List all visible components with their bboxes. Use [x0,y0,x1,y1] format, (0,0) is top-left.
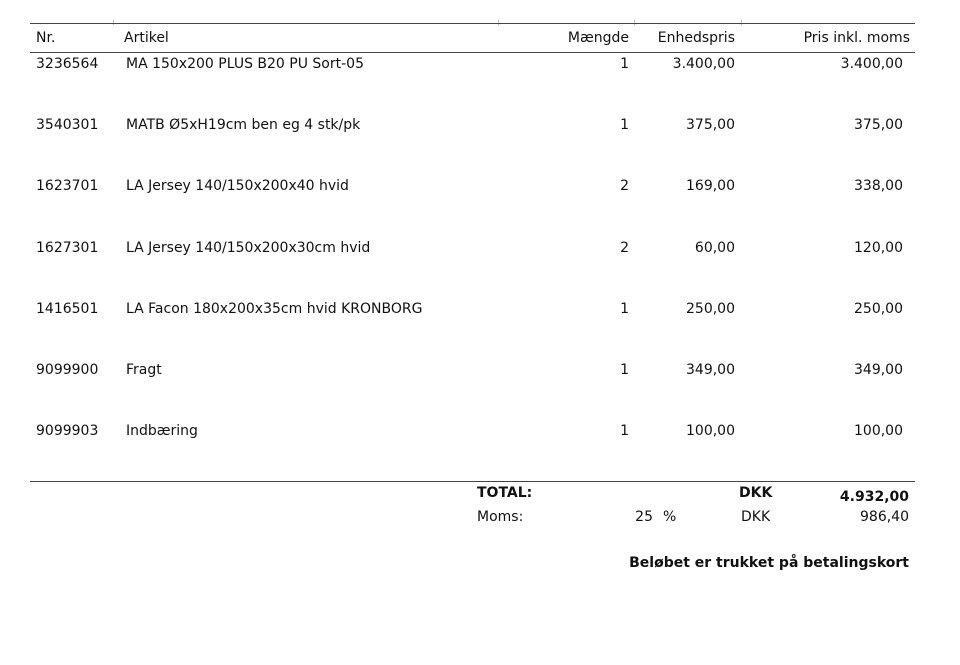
item-total: 3.400,00 [840,56,903,72]
item-unit-price: 100,00 [686,423,735,439]
moms-label: Moms: [477,509,524,525]
item-total: 349,00 [854,362,903,378]
item-name: Indbæring [126,423,198,439]
header-enhedspris: Enhedspris [657,30,735,46]
moms-percent: % [663,509,677,525]
moms-rate: 25 [635,509,653,525]
item-qty: 1 [620,56,629,72]
moms-currency: DKK [741,509,771,525]
item-qty: 1 [620,301,629,317]
item-total: 338,00 [854,178,903,194]
item-unit-price: 349,00 [686,362,735,378]
header-artikel: Artikel [124,30,169,46]
item-qty: 1 [620,423,629,439]
item-unit-price: 60,00 [694,240,735,256]
item-name: LA Jersey 140/150x200x40 hvid [126,178,349,194]
item-name: Fragt [126,362,162,378]
totals-rule [30,481,915,482]
moms-value: 986,40 [860,509,909,525]
header-pris: Pris inkl. moms [803,30,910,46]
item-unit-price: 169,00 [686,178,735,194]
item-qty: 1 [620,117,629,133]
total-value: 4.932,00 [839,489,909,505]
item-nr: 3236564 [36,56,99,72]
item-name: LA Jersey 140/150x200x30cm hvid [126,240,371,256]
item-nr: 1416501 [36,301,99,317]
item-nr: 1627301 [36,240,99,256]
header-maengde: Mængde [567,30,629,46]
header-nr: Nr. [36,30,56,46]
total-label: TOTAL: [477,485,533,501]
payment-note: Beløbet er trukket på betalingskort [629,555,909,571]
item-total: 100,00 [854,423,903,439]
header-bottom-rule [30,52,915,53]
item-name: MA 150x200 PLUS B20 PU Sort-05 [126,56,364,72]
item-unit-price: 250,00 [686,301,735,317]
item-unit-price: 3.400,00 [672,56,735,72]
item-name: MATB Ø5xH19cm ben eg 4 stk/pk [126,117,361,133]
item-nr: 9099900 [36,362,99,378]
item-nr: 1623701 [36,178,99,194]
item-qty: 2 [620,240,629,256]
header-top-rule [30,23,915,24]
item-total: 250,00 [854,301,903,317]
item-qty: 2 [620,178,629,194]
item-total: 120,00 [854,240,903,256]
item-total: 375,00 [854,117,903,133]
item-nr: 9099903 [36,423,99,439]
item-nr: 3540301 [36,117,99,133]
item-name: LA Facon 180x200x35cm hvid KRONBORG [126,301,423,317]
item-qty: 1 [620,362,629,378]
total-currency: DKK [739,485,773,501]
item-unit-price: 375,00 [686,117,735,133]
